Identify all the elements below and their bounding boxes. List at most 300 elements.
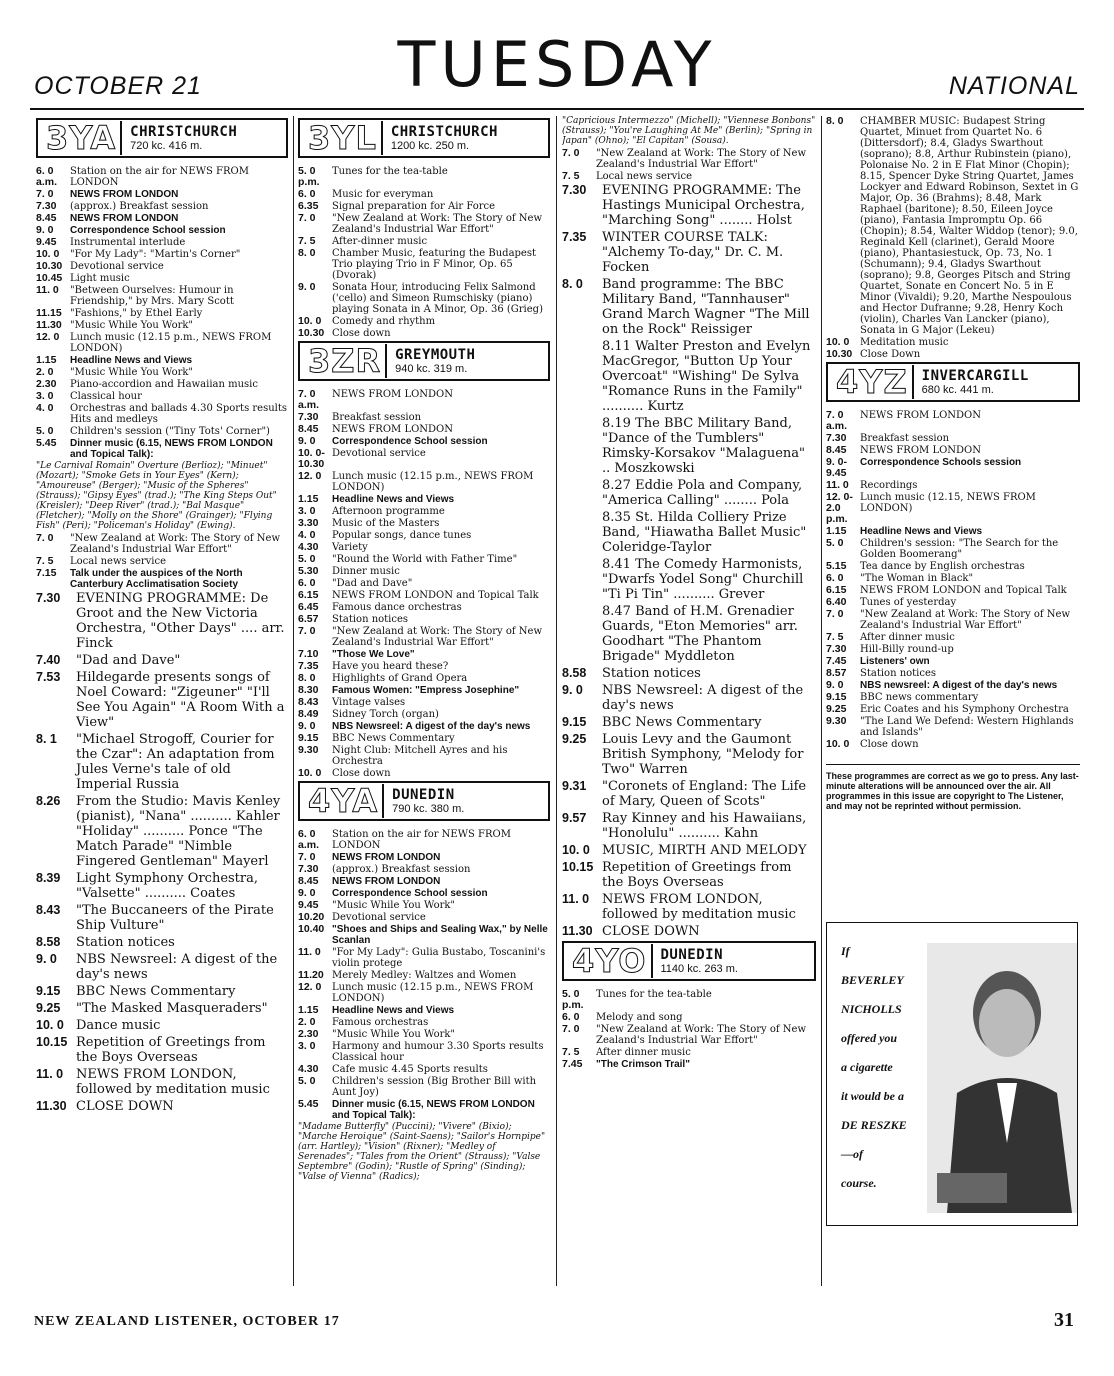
programme-time: 12. 0-2.0 p.m. — [826, 491, 853, 525]
programme-time: 7. 0 — [298, 212, 316, 224]
programme-time — [562, 604, 602, 664]
programme-time: 10. 0 — [36, 1018, 64, 1032]
programme-time: 11.15 — [36, 307, 62, 319]
programme-title: 8.47 Band of H.M. Grenadier Guards, "Eton Memories" arr. Goodhart "The Phantom Brigade" Myddleton — [602, 604, 798, 664]
programme-note: "Le Carnival Romain" Overture (Berlioz); "Minuet" (Mozart); "Smoke Gets in Your Eyes" (Kern); "Amoureuse" (Berger); "Music of the Spheres" (Strauss); "Gipsy Eyes" (trad.); "The King Steps Out" (Kreisler); "Deep River" (trad.); "Bal Masque" (Fletcher); "Molly on the Shore" (Grainger); "Flying Fish" (Peri); "Policeman's Holiday" (Ewing). — [36, 461, 277, 531]
programme-title: Close down — [332, 328, 391, 339]
programme-title: Dance music — [76, 1018, 161, 1033]
programme-title: Headline News and Views — [70, 355, 193, 366]
programme-title: NBS Newsreel: A digest of the day's news — [602, 683, 804, 713]
programme-title: Comedy and rhythm — [332, 316, 436, 327]
programme-title: From the Studio: Mavis Kenley (pianist), "Nana" .......... Kahler "Holiday" .......... Ponce "The Match Parade" "Nimble Fingered Gentleman" Mayerl — [76, 794, 281, 869]
programme-time: 1.15 — [36, 354, 57, 366]
programme-item — [298, 518, 550, 529]
programme-item — [298, 673, 550, 684]
programme-title: Melody and song — [596, 1012, 683, 1023]
programme-time: 10.15 — [562, 860, 594, 874]
programme-item — [826, 561, 1080, 572]
programme-time: 7. 5 — [562, 170, 580, 182]
programme-title: "New Zealand at Work: The Story of New Zealand's Industrial War Effort" — [332, 626, 543, 648]
programme-item — [298, 626, 550, 648]
programme-title: Eric Coates and his Symphony Orchestra — [860, 704, 1069, 715]
station-city: INVERCARGILL — [921, 368, 1029, 384]
programme-item — [298, 578, 550, 589]
programme-item — [36, 1067, 288, 1097]
programme-title: Band programme: The BBC Military Band, "Tannhauser" Grand March Wagner "The Mill on the Rock" Reissiger — [602, 277, 810, 337]
programme-title: Devotional service — [332, 912, 426, 923]
programme-time: 5.30 — [298, 565, 319, 577]
programme-time: 4.30 — [298, 1063, 319, 1075]
programme-note: "Madame Butterfly" (Puccini); "Vivere" (Bixio); "Marche Heroique" (Saint-Saens); "Sailor's Hornpipe" (arr. Hartley); "Vision" (Rixner); "Medley of Serenades"; "Tales from the Orient" (Strauss); "Valse Septembre" (Godin); "Rustle of Spring" (Sinding); "Valse of Vienna" (Radics); — [298, 1122, 546, 1182]
programme-time: 7. 0 — [298, 625, 316, 637]
programme-item — [36, 568, 288, 590]
programme-time: 11.30 — [562, 924, 593, 938]
programme-title: 8.11 Walter Preston and Evelyn MacGregor, "Button Up Your Overcoat" "Wishing" De Sylva "Romance Runs in the Family" .......... Kurtz — [602, 339, 811, 414]
ad-line: NICHOLLS — [841, 1002, 902, 1016]
programme-item — [298, 1064, 550, 1075]
programme-time: 9.45 — [298, 899, 319, 911]
programme-item — [826, 457, 1080, 479]
ad-line: it would be a — [841, 1089, 905, 1103]
programme-title: (approx.) Breakfast session — [70, 201, 209, 212]
programme-time: 3.30 — [298, 517, 319, 529]
programme-item — [562, 843, 816, 858]
programme-title: Instrumental interlude — [70, 237, 186, 248]
programme-item — [298, 554, 550, 565]
programme-time: 9. 0 — [826, 679, 844, 691]
programme-item — [298, 530, 550, 541]
portrait-photo — [927, 943, 1077, 1213]
programme-time: 7. 0 — [826, 608, 844, 620]
programme-item — [826, 585, 1080, 596]
column-4 — [826, 116, 1080, 896]
programme-item — [36, 285, 288, 307]
programme-item — [298, 661, 550, 672]
station-info — [922, 368, 1074, 396]
programme-time: 7.40 — [36, 653, 61, 667]
programme-item — [826, 116, 1080, 336]
programme-title: Sidney Torch (organ) — [332, 709, 439, 720]
programme-item — [36, 189, 288, 200]
station-info — [392, 787, 544, 815]
programme-item — [826, 668, 1080, 679]
programme-title: Night Club: Mitchell Ayres and his Orchestra — [332, 745, 508, 767]
programme-title: "Shoes and Ships and Sealing Wax," by Nelle Scanlan — [332, 924, 548, 946]
programme-item — [298, 1005, 550, 1016]
programme-title: After dinner music — [596, 1047, 691, 1058]
column-1 — [36, 116, 288, 1286]
programme-title: Repetition of Greetings from the Boys Overseas — [602, 860, 792, 890]
programme-time: 10.15 — [36, 1035, 68, 1049]
programme-time: 11. 0 — [826, 479, 849, 491]
station-city: CHRISTCHURCH — [130, 124, 238, 140]
programme-title: BBC News Commentary — [332, 733, 455, 744]
programme-time: 8.45 — [36, 212, 57, 224]
programme-title: "New Zealand at Work: The Story of New Zealand's Industrial War Effort" — [860, 609, 1071, 631]
programme-item — [36, 533, 288, 555]
programme-item — [298, 614, 550, 625]
station-header — [298, 118, 550, 158]
programme-time: 6.15 — [826, 584, 847, 596]
programme-time: 8. 0 — [298, 672, 316, 684]
programme-item — [36, 379, 288, 390]
programme-item — [36, 903, 288, 933]
ad-line: DE RESZKE — [841, 1118, 907, 1132]
programme-item — [298, 316, 550, 327]
station-city: DUNEDIN — [392, 787, 455, 803]
programme-time — [562, 478, 602, 508]
programme-time: 7.30 — [36, 200, 57, 212]
programme-title: Station notices — [860, 668, 937, 679]
programme-title: "The Land We Defend: Western Highlands and Islands" — [860, 716, 1074, 738]
programme-item — [562, 683, 816, 713]
programme-title: Recordings — [860, 480, 918, 491]
programme-time: 8.58 — [36, 935, 61, 949]
programme-time: 7. 0 — [562, 1023, 580, 1035]
programme-time: 8.45 — [826, 444, 847, 456]
programme-title: Afternoon programme — [332, 506, 445, 517]
programme-item — [562, 277, 816, 337]
programme-title: Have you heard these? — [332, 661, 449, 672]
ad-line: a cigarette — [841, 1060, 893, 1074]
programme-title: Merely Medley: Waltzes and Women — [332, 970, 517, 981]
station-callsign: 3YL — [304, 121, 383, 155]
programme-item — [36, 1001, 288, 1016]
station-info — [130, 124, 282, 152]
programme-item — [826, 410, 1080, 432]
programme-item — [298, 1029, 550, 1040]
programme-time: 10.30 — [826, 348, 853, 360]
programme-time: 6. 0 a.m. — [298, 828, 320, 851]
ad-line: course. — [841, 1176, 877, 1190]
station-header — [826, 362, 1080, 402]
station-frequency: 1140 kc. 263 m. — [660, 963, 738, 975]
programme-time: 8. 0 — [298, 247, 316, 259]
programme-item — [298, 888, 550, 899]
programme-time: 7. 5 — [36, 555, 54, 567]
programme-title: Repetition of Greetings from the Boys Overseas — [76, 1035, 266, 1065]
programme-item — [298, 982, 550, 1004]
programme-time: 10. 0 — [826, 336, 850, 348]
programme-time: 7. 0 a.m. — [826, 409, 848, 432]
programme-time: 9.57 — [562, 811, 587, 825]
programme-time: 10. 0 — [298, 315, 322, 327]
station-header — [562, 941, 816, 981]
header-network: NATIONAL — [948, 72, 1080, 100]
programme-time: 10. 0 — [826, 738, 850, 750]
programme-time: 7.35 — [562, 230, 587, 244]
programme-title: Local news service — [70, 556, 167, 567]
programme-time: 6.40 — [826, 596, 847, 608]
programme-title: NBS newsreel: A digest of the day's news — [860, 680, 1058, 691]
programme-title: Children's session: "The Search for the Golden Boomerang" — [860, 538, 1059, 560]
programme-title: "Coronets of England: The Life of Mary, Queen of Scots" — [602, 779, 807, 809]
programme-time: 7.45 — [826, 655, 847, 667]
programme-item — [826, 492, 1080, 525]
programme-time: 9.30 — [298, 744, 319, 756]
programme-time: 5. 0 p.m. — [562, 988, 584, 1011]
programme-time: 3. 0 — [298, 505, 316, 517]
station-info — [661, 947, 811, 975]
station-frequency: 940 kc. 319 m. — [395, 363, 468, 375]
programme-item — [298, 412, 550, 423]
programme-item — [298, 721, 550, 732]
programme-item — [298, 864, 550, 875]
programme-title: Station notices — [602, 666, 701, 681]
programme-time: 10.30 — [298, 327, 325, 339]
programme-title: Light Symphony Orchestra, "Valsette" .......... Coates — [76, 871, 258, 901]
programme-time: 2.30 — [298, 1028, 319, 1040]
programme-time: 8. 0 — [826, 116, 844, 127]
programme-time: 9.25 — [36, 1001, 61, 1015]
programme-time: 4.30 — [298, 541, 319, 553]
programme-time: 7. 5 — [826, 631, 844, 643]
programme-time: 9.25 — [562, 732, 587, 746]
programme-item — [298, 924, 550, 946]
programme-title: Devotional service — [70, 261, 164, 272]
programme-title: EVENING PROGRAMME: De Groot and the New Victoria Orchestra, "Other Days" .... arr. Finck — [76, 591, 285, 651]
programme-time: 5. 0 — [298, 553, 316, 565]
programme-item — [562, 416, 816, 476]
programme-time: 5.45 — [36, 437, 57, 449]
programme-title: Children's session ("Tiny Tots' Corner") — [70, 426, 270, 437]
programme-title: Popular songs, dance tunes — [332, 530, 472, 541]
programme-time: 7. 5 — [562, 1046, 580, 1058]
programme-title: Station on the air for NEWS FROM LONDON — [70, 166, 249, 188]
programme-item — [36, 332, 288, 354]
programme-time: 10.45 — [36, 272, 63, 284]
programme-item — [826, 445, 1080, 456]
programme-title: Tunes for the tea-table — [596, 989, 712, 1000]
programme-item — [562, 604, 816, 664]
programme-time: 11. 0 — [36, 284, 59, 296]
programme-title: Music of the Masters — [332, 518, 440, 529]
programme-item — [298, 1017, 550, 1028]
programme-time: 10. 0 — [562, 843, 590, 857]
programme-item — [36, 308, 288, 319]
programme-item — [36, 225, 288, 236]
programme-title: Sonata Hour, introducing Felix Salmond ('cello) and Simeon Rumschisky (piano) playing Sonata in A Minor, Op. 36 (Grieg) — [332, 282, 543, 315]
programme-item — [298, 852, 550, 863]
programme-title: NEWS FROM LONDON — [332, 876, 441, 887]
programme-title: Dinner music (6.15, NEWS FROM LONDON and Topical Talk): — [332, 1099, 535, 1121]
programme-title: Close Down — [860, 349, 921, 360]
programme-item — [826, 644, 1080, 655]
programme-title: NBS Newsreel: A digest of the day's news — [76, 952, 278, 982]
programme-title: "New Zealand at Work: The Story of New Zealand's Industrial War Effort" — [332, 213, 543, 235]
programme-time: 8.57 — [826, 667, 847, 679]
programme-title: Correspondence School session — [70, 225, 226, 236]
station-frequency: 720 kc. 416 m. — [130, 140, 203, 152]
programme-time — [562, 339, 602, 414]
programme-time: 6.57 — [298, 613, 319, 625]
programme-time: 11.20 — [298, 969, 324, 981]
programme-title: Famous orchestras — [332, 1017, 429, 1028]
programme-title: Talk under the auspices of the North Canterbury Acclimatisation Society — [70, 568, 243, 590]
programme-item — [562, 339, 816, 414]
programme-item — [36, 213, 288, 224]
column-2 — [298, 116, 550, 1286]
programme-time: 7. 0 — [298, 851, 316, 863]
programme-item — [826, 692, 1080, 703]
station-city: GREYMOUTH — [395, 347, 476, 363]
programme-time: 8.43 — [298, 696, 319, 708]
programme-title: NEWS FROM LONDON and Topical Talk — [860, 585, 1067, 596]
programme-time: 9.15 — [826, 691, 847, 703]
programme-item — [36, 871, 288, 901]
programme-title: Famous dance orchestras — [332, 602, 462, 613]
programme-title: "Dad and Dave" — [76, 653, 181, 668]
programme-time: 1.15 — [298, 493, 319, 505]
programme-title: Close down — [332, 768, 391, 779]
programme-time: 9. 0 — [298, 435, 316, 447]
programme-item — [298, 745, 550, 767]
programme-title: Meditation music — [860, 337, 949, 348]
programme-title: CHAMBER MUSIC: Budapest String Quartet, Minuet from Quartet No. 6 (Dittersdorf); 8.4, Gladys Swarthout (soprano); 8.8, Arthur Rubinstein (piano), Polonaise No. 2 in E Flat Minor (Chopin); 8.15, Spencer Dyke String Quartet, James Lockyer and Edward Robinson, Sextet in G Major, Op. 36 (Brahms); 8.48, Mark Raphael (baritone); 8.50, Eileen Joyce (piano), Fantasia Impromptu Op. 66 (Chopin); 8.54, Walter Widdop (tenor); 9.0, Reginald Kell (clarinet), Gerald Moore (piano), Phantasiestuck, Op. 73, No. 1 (Schumann); 9.4, Gladys Swarthout (soprano); 9.8, Georges Pitsch and String Quartet, Sonate en Concert No. 5 in E Minor (Vivaldi); 9.20, Marthe Nespoulous and Hector Dufranne; 9.28, Henry Koch (violin), Charles Van Lancker (piano), Sonata in G Major (Lekeu) — [860, 116, 1079, 336]
ad-line: offered you — [841, 1031, 898, 1045]
programme-title: Breakfast session — [332, 412, 422, 423]
programme-time: 9. 0 — [298, 281, 316, 293]
programme-time: 11. 0 — [36, 1067, 64, 1081]
programme-item — [298, 709, 550, 720]
programme-note: "Capricious Intermezzo" (Michell); "Viennese Bonbons" (Strauss); "You're Laughing At Me" (Berlin); "Spring in Japan" (Ohno); "El Capitan" (Sousa). — [562, 116, 816, 146]
programme-item — [36, 952, 288, 982]
programme-title: (approx.) Breakfast session — [332, 864, 471, 875]
programme-time: 9. 0 — [36, 952, 57, 966]
programme-item — [298, 649, 550, 660]
programme-time: 11. 0 — [298, 946, 321, 958]
programme-title: Station notices — [332, 614, 409, 625]
programme-item — [36, 556, 288, 567]
programme-time: 7.30 — [298, 863, 319, 875]
programme-title: "Fashions," by Ethel Early — [70, 308, 203, 319]
programme-time: 11.30 — [36, 319, 62, 331]
programme-title: Cafe music 4.45 Sports results — [332, 1064, 488, 1075]
ad-copy — [841, 937, 931, 1198]
programme-title: WINTER COURSE TALK: "Alchemy To-day," Dr. C. M. Focken — [602, 230, 784, 275]
programme-time: 7.30 — [826, 643, 847, 655]
programme-title: "Dad and Dave" — [332, 578, 413, 589]
programme-title: Tea dance by English orchestras — [860, 561, 1025, 572]
programme-title: BBC news commentary — [860, 692, 979, 703]
programme-title: Orchestras and ballads 4.30 Sports results Hits and medleys — [70, 403, 288, 425]
programme-time: 4. 0 — [36, 402, 54, 414]
programme-title: Ray Kinney and his Hawaiians, "Honolulu" .......... Kahn — [602, 811, 807, 841]
programme-item — [36, 591, 288, 651]
page-number: 31 — [1054, 1309, 1074, 1331]
programme-item — [298, 166, 550, 188]
programme-time: 6. 0 — [562, 1011, 580, 1023]
programme-item — [298, 236, 550, 247]
programme-time: 9.45 — [36, 236, 57, 248]
programme-time: 3. 0 — [36, 390, 54, 402]
programme-item — [298, 471, 550, 493]
programme-title: Tunes of yesterday — [860, 597, 957, 608]
programme-title: Lunch music (12.15 p.m., NEWS FROM LONDON) — [332, 982, 534, 1004]
programme-title: 8.19 The BBC Military Band, "Dance of the Tumblers" Rimsky-Korsakov "Malaguena" .. Moszkowski — [602, 416, 806, 476]
programme-title: Highlights of Grand Opera — [332, 673, 468, 684]
programme-title: NEWS FROM LONDON — [332, 389, 453, 400]
programme-title: NEWS FROM LONDON — [332, 852, 441, 863]
programme-time: 12. 0 — [36, 331, 60, 343]
programme-item — [36, 367, 288, 378]
programme-time: 7. 0 a.m. — [298, 388, 320, 411]
programme-time: 6.15 — [298, 589, 319, 601]
programme-time: 6.35 — [298, 200, 319, 212]
programme-title: Vintage valses — [332, 697, 406, 708]
programme-item — [298, 602, 550, 613]
station-callsign: 4YA — [304, 784, 384, 818]
programme-title: "Music While You Work" — [332, 900, 456, 911]
programme-item — [562, 230, 816, 275]
station-city: DUNEDIN — [660, 947, 724, 963]
programme-title: NEWS FROM LONDON — [70, 213, 179, 224]
programme-time: 7.30 — [562, 183, 587, 197]
programme-title: Correspondence Schools session — [860, 457, 1022, 468]
programme-item — [298, 900, 550, 911]
programme-title: NEWS FROM LONDON — [332, 424, 453, 435]
programme-item — [298, 829, 550, 851]
programme-item — [826, 739, 1080, 750]
programme-time: 8.43 — [36, 903, 61, 917]
programme-time: 2. 0 — [36, 366, 54, 378]
programme-title: CLOSE DOWN — [76, 1099, 174, 1114]
programme-title: "New Zealand at Work: The Story of New Zealand's Industrial War Effort" — [596, 148, 807, 170]
programme-title: Piano-accordion and Hawaiian music — [70, 379, 258, 390]
programme-title: "The Masked Masqueraders" — [76, 1001, 268, 1016]
programme-item — [826, 632, 1080, 643]
programme-time: 6. 0 a.m. — [36, 165, 58, 188]
programme-time: 8.45 — [298, 423, 319, 435]
programme-item — [562, 1059, 816, 1070]
programme-item — [36, 249, 288, 260]
ad-line: If — [841, 944, 850, 958]
programme-time: 11. 0 — [562, 892, 590, 906]
programme-time: 9.25 — [826, 703, 847, 715]
programme-time: 9.30 — [826, 715, 847, 727]
copyright-notice: These programmes are correct as we go to press. Any last-minute alterations will be announced over the air. All programmes in this issue are copyright to The Listener, and may not be reprinted without permission. — [826, 764, 1080, 811]
programme-time: 7.30 — [826, 432, 847, 444]
programme-time: 8.39 — [36, 871, 61, 885]
programme-item — [826, 337, 1080, 348]
programme-title: "Music While You Work" — [332, 1029, 456, 1040]
programme-time: 7. 5 — [298, 235, 316, 247]
station-frequency: 1200 kc. 250 m. — [390, 140, 470, 152]
programme-item — [298, 768, 550, 779]
programme-item — [298, 912, 550, 923]
programme-item — [36, 237, 288, 248]
programme-item — [562, 148, 816, 170]
programme-item — [298, 201, 550, 212]
programme-item — [36, 670, 288, 730]
programme-time: 9.15 — [36, 984, 61, 998]
programme-time: 2. 0 — [298, 1016, 316, 1028]
programme-time: 9.15 — [298, 732, 319, 744]
programme-item — [298, 697, 550, 708]
programme-time: 8.49 — [298, 708, 319, 720]
programme-title: Lunch music (12.15 p.m., NEWS FROM LONDON) — [332, 471, 534, 493]
programme-item — [36, 273, 288, 284]
programme-time: 10. 0-10.30 — [298, 447, 325, 470]
programme-title: Listeners' own — [860, 656, 930, 667]
programme-title: "Music While You Work" — [70, 320, 194, 331]
programme-item — [826, 526, 1080, 537]
programme-time: 6. 0 — [298, 577, 316, 589]
programme-item — [36, 732, 288, 792]
programme-item — [562, 557, 816, 602]
programme-time: 8.58 — [562, 666, 587, 680]
programme-title: "Michael Strogoff, Courier for the Czar": An adaptation from Jules Verne's tale of old Imperial Russia — [76, 732, 275, 792]
